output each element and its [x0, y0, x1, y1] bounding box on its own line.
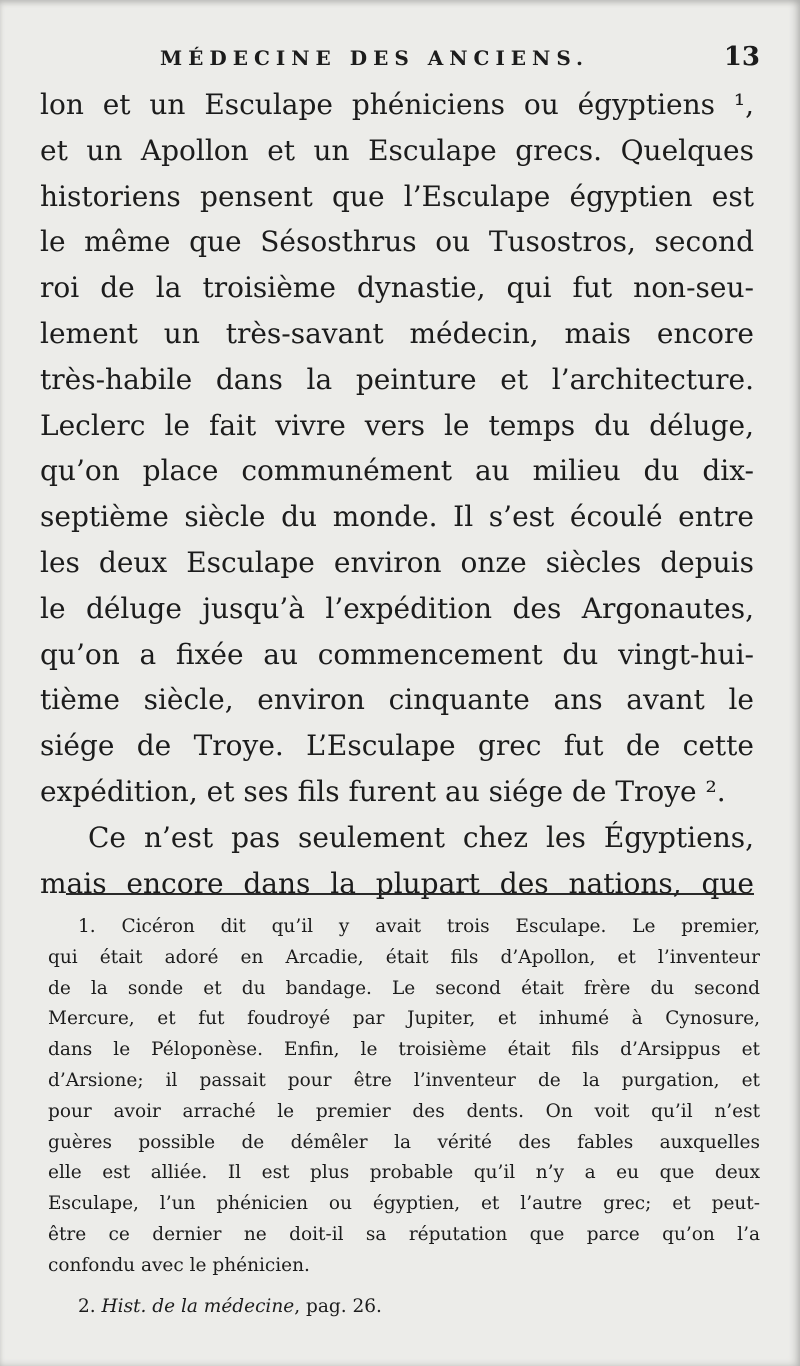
text-line: qu’on a fixée au commencement du vingt-hui- — [40, 637, 754, 671]
footnote-divider — [66, 893, 754, 895]
footnote-2-number: 2. — [78, 1296, 96, 1317]
text-line: lement un très-savant médecin, mais encore — [40, 316, 754, 350]
text-line: septième siècle du monde. Il s’est écoulé entre — [40, 500, 754, 534]
footnote-2 — [78, 1296, 382, 1317]
text-line: le déluge jusqu’à l’expédition des Argonautes, — [40, 591, 754, 625]
running-title: MÉDECINE DES ANCIENS. — [160, 46, 590, 70]
footnote-line: Mercure, et fut foudroyé par Jupiter, et inhumé à Cynosure, — [48, 1008, 760, 1030]
footnote-1 — [48, 912, 760, 1282]
footnote-line: 1. Cicéron dit qu’il y avait trois Esculape. Le premier, — [78, 916, 760, 937]
text-line: très-habile dans la peinture et l’architecture. — [40, 362, 754, 396]
footnote-2-page: , pag. 26. — [294, 1296, 382, 1317]
footnote-line: être ce dernier ne doit-il sa réputation que parce qu’on l’a — [48, 1223, 760, 1245]
footnote-2-title: Hist. de la médecine — [101, 1296, 295, 1317]
text-line: siége de Troye. L’Esculape grec fut de cette — [40, 729, 754, 763]
footnote-line: pour avoir arraché le premier des dents. On voit qu’il n’est — [48, 1100, 760, 1122]
text-line: les deux Esculape environ onze siècles depuis — [40, 545, 754, 579]
main-text — [40, 82, 754, 906]
text-line: le même que Sésosthrus ou Tusostros, second — [40, 225, 754, 259]
footnote-line: guères possible de démêler la vérité des fables auxquelles — [48, 1131, 760, 1153]
footnote-line: Esculape, l’un phénicien ou égyptien, et l’autre grec; et peut- — [48, 1193, 760, 1215]
page-header — [160, 42, 760, 76]
footnote-line: elle est alliée. Il est plus probable qu’il n’y a eu que deux — [48, 1162, 760, 1184]
text-line: lon et un Esculape phéniciens ou égyptiens ¹, — [40, 88, 754, 121]
text-line: Ce n’est pas seulement chez les Égyptiens, — [88, 820, 754, 854]
footnote-line: confondu avec le phénicien. — [48, 1254, 310, 1276]
text-line: qu’on place communément au milieu du dix- — [40, 454, 754, 488]
text-line: Leclerc le fait vivre vers le temps du déluge, — [40, 408, 754, 442]
footnote-line: d’Arsione; il passait pour être l’inventeur de la purgation, et — [48, 1069, 760, 1091]
footnote-line: de la sonde et du bandage. Le second était frère du second — [48, 977, 760, 999]
text-line: roi de la troisième dynastie, qui fut non-seu- — [40, 271, 754, 305]
footnote-line: dans le Péloponèse. Enfin, le troisième était fils d’Arsippus et — [48, 1039, 760, 1061]
text-line: historiens pensent que l’Esculape égyptien est — [40, 179, 754, 213]
text-line: et un Apollon et un Esculape grecs. Quelques — [40, 133, 754, 167]
text-line: expédition, et ses fils furent au siége de Troye ². — [40, 774, 726, 808]
page-number: 13 — [723, 42, 760, 72]
text-line: tième siècle, environ cinquante ans avant le — [40, 683, 754, 717]
text-line: mais encore dans la plupart des nations, que — [40, 866, 754, 900]
footnote-line: qui était adoré en Arcadie, était fils d’Apollon, et l’inventeur — [48, 946, 760, 968]
